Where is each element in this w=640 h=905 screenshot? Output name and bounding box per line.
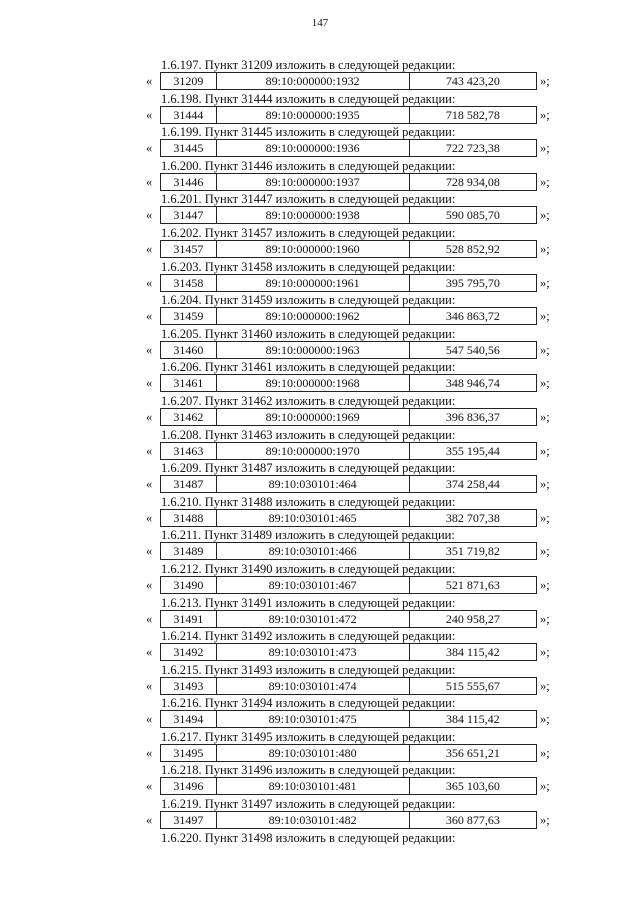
quote-close: »; — [540, 376, 550, 391]
value-cell: 365 103,60 — [445, 779, 500, 794]
amendment-heading: 1.6.214. Пункт 31492 изложить в следующей редакции: — [161, 629, 456, 644]
item-id-cell: 31493 — [161, 678, 217, 694]
value-cell: 346 863,72 — [445, 309, 500, 324]
table-row — [160, 408, 537, 426]
cadastral-number-cell: 89:10:000000:1935 — [217, 107, 410, 123]
quote-open: « — [146, 342, 153, 357]
item-id-cell: 31447 — [161, 207, 217, 223]
table-row — [160, 173, 537, 191]
amendment-heading: 1.6.213. Пункт 31491 изложить в следующей редакции: — [161, 595, 456, 610]
cadastral-number-cell: 89:10:030101:473 — [217, 644, 410, 660]
amendment-item-last — [0, 831, 640, 865]
amendment-item — [0, 192, 640, 226]
table-row-wrapper — [140, 610, 570, 628]
amendment-item — [0, 327, 640, 361]
quote-open: « — [146, 544, 153, 559]
quote-open: « — [146, 477, 153, 492]
table-row — [160, 509, 537, 527]
item-id-cell: 31463 — [161, 443, 217, 459]
table-row-wrapper — [140, 677, 570, 695]
item-id-cell: 31496 — [161, 778, 217, 794]
amendment-item — [0, 260, 640, 294]
amendment-item — [0, 125, 640, 159]
quote-open: « — [146, 174, 153, 189]
table-row — [160, 542, 537, 560]
cadastral-number-cell: 89:10:000000:1968 — [217, 375, 410, 391]
amendment-item — [0, 293, 640, 327]
table-row-wrapper — [140, 206, 570, 224]
amendment-heading: 1.6.205. Пункт 31460 изложить в следующей редакции: — [161, 326, 456, 341]
amendment-item — [0, 495, 640, 529]
table-row-wrapper — [140, 374, 570, 392]
table-row-wrapper — [140, 542, 570, 560]
amendment-item — [0, 663, 640, 697]
table-row — [160, 643, 537, 661]
cadastral-number-cell: 89:10:000000:1969 — [217, 409, 410, 425]
item-id-cell: 31488 — [161, 510, 217, 526]
table-row — [160, 677, 537, 695]
value-cell: 515 555,67 — [445, 678, 500, 693]
cadastral-number-cell: 89:10:000000:1936 — [217, 140, 410, 156]
value-cell: 590 085,70 — [445, 208, 500, 223]
amendment-heading: 1.6.209. Пункт 31487 изложить в следующей редакции: — [161, 461, 456, 476]
table-row — [160, 475, 537, 493]
cadastral-number-cell: 89:10:030101:465 — [217, 510, 410, 526]
cadastral-number-cell: 89:10:000000:1962 — [217, 308, 410, 324]
value-cell: 348 946,74 — [445, 376, 500, 391]
quote-open: « — [146, 241, 153, 256]
table-row — [160, 777, 537, 795]
quote-close: »; — [540, 510, 550, 525]
table-row — [160, 307, 537, 325]
quote-close: »; — [540, 174, 550, 189]
quote-close: »; — [540, 645, 550, 660]
amendment-heading: 1.6.217. Пункт 31495 изложить в следующей редакции: — [161, 729, 456, 744]
table-row-wrapper — [140, 744, 570, 762]
quote-close: »; — [540, 107, 550, 122]
amendment-item — [0, 461, 640, 495]
table-row-wrapper — [140, 106, 570, 124]
quote-open: « — [146, 813, 153, 828]
table-row-wrapper — [140, 274, 570, 292]
value-cell: 384 115,42 — [446, 712, 500, 727]
quote-close: »; — [540, 678, 550, 693]
table-row — [160, 139, 537, 157]
cadastral-number-cell: 89:10:000000:1932 — [217, 73, 410, 89]
item-id-cell: 31492 — [161, 644, 217, 660]
quote-open: « — [146, 577, 153, 592]
item-id-cell: 31487 — [161, 476, 217, 492]
table-row — [160, 710, 537, 728]
quote-close: »; — [540, 208, 550, 223]
amendment-item — [0, 394, 640, 428]
table-row — [160, 442, 537, 460]
table-row-wrapper — [140, 72, 570, 90]
quote-open: « — [146, 309, 153, 324]
item-id-cell: 31490 — [161, 577, 217, 593]
amendment-list — [0, 58, 640, 864]
amendment-heading: 1.6.201. Пункт 31447 изложить в следующей редакции: — [161, 192, 456, 207]
quote-close: »; — [540, 443, 550, 458]
quote-close: »; — [540, 141, 550, 156]
cadastral-number-cell: 89:10:030101:480 — [217, 745, 410, 761]
amendment-heading: 1.6.212. Пункт 31490 изложить в следующей редакции: — [161, 561, 456, 576]
value-cell: 718 582,78 — [445, 107, 500, 122]
value-cell: 528 852,92 — [445, 241, 500, 256]
amendment-heading: 1.6.220. Пункт 31498 изложить в следующей редакции: — [161, 830, 456, 845]
cadastral-number-cell: 89:10:030101:472 — [217, 611, 410, 627]
quote-close: »; — [540, 74, 550, 88]
quote-close: »; — [540, 779, 550, 794]
quote-close: »; — [540, 577, 550, 592]
page-number: 147 — [311, 17, 329, 29]
quote-open: « — [146, 678, 153, 693]
table-row — [160, 240, 537, 258]
item-id-cell: 31457 — [161, 241, 217, 257]
item-id-cell: 31494 — [161, 711, 217, 727]
quote-close: »; — [540, 342, 550, 357]
table-row — [160, 374, 537, 392]
item-id-cell: 31495 — [161, 745, 217, 761]
cadastral-number-cell: 89:10:030101:466 — [217, 543, 410, 559]
item-id-cell: 31497 — [161, 812, 217, 828]
table-row — [160, 576, 537, 594]
amendment-item — [0, 159, 640, 193]
amendment-heading: 1.6.211. Пункт 31489 изложить в следующей редакции: — [161, 528, 455, 543]
table-row-wrapper — [140, 139, 570, 157]
item-id-cell: 31462 — [161, 409, 217, 425]
quote-open: « — [146, 376, 153, 391]
amendment-item — [0, 58, 640, 92]
quote-open: « — [146, 443, 153, 458]
table-row-wrapper — [140, 509, 570, 527]
table-row — [160, 274, 537, 292]
amendment-heading: 1.6.216. Пункт 31494 изложить в следующей редакции: — [161, 696, 456, 711]
quote-open: « — [146, 409, 153, 424]
amendment-item — [0, 92, 640, 126]
table-row — [160, 106, 537, 124]
amendment-heading: 1.6.202. Пункт 31457 изложить в следующей редакции: — [161, 225, 456, 240]
table-row — [160, 744, 537, 762]
amendment-heading: 1.6.218. Пункт 31496 изложить в следующей редакции: — [161, 763, 456, 778]
item-id-cell: 31460 — [161, 342, 217, 358]
value-cell: 521 871,63 — [445, 577, 500, 592]
amendment-heading: 1.6.200. Пункт 31446 изложить в следующей редакции: — [161, 158, 456, 173]
item-id-cell: 31446 — [161, 174, 217, 190]
quote-close: »; — [540, 611, 550, 626]
quote-open: « — [146, 74, 153, 88]
cadastral-number-cell: 89:10:030101:481 — [217, 778, 410, 794]
quote-close: »; — [540, 477, 550, 492]
table-row-wrapper — [140, 710, 570, 728]
cadastral-number-cell: 89:10:000000:1970 — [217, 443, 410, 459]
table-row-wrapper — [140, 475, 570, 493]
amendment-heading: 1.6.210. Пункт 31488 изложить в следующей редакции: — [161, 494, 456, 509]
quote-open: « — [146, 107, 153, 122]
value-cell: 382 707,38 — [445, 510, 500, 525]
item-id-cell: 31459 — [161, 308, 217, 324]
table-row-wrapper — [140, 811, 570, 829]
cadastral-number-cell: 89:10:000000:1938 — [217, 207, 410, 223]
amendment-heading: 1.6.204. Пункт 31459 изложить в следующей редакции: — [161, 293, 456, 308]
amendment-heading: 1.6.203. Пункт 31458 изложить в следующей редакции: — [161, 259, 456, 274]
quote-open: « — [146, 275, 153, 290]
table-row-wrapper — [140, 173, 570, 191]
table-row — [160, 72, 537, 90]
quote-close: »; — [540, 241, 550, 256]
amendment-heading: 1.6.197. Пункт 31209 изложить в следующей редакции: — [161, 58, 456, 72]
quote-open: « — [146, 208, 153, 223]
amendment-heading: 1.6.207. Пункт 31462 изложить в следующей редакции: — [161, 393, 456, 408]
quote-open: « — [146, 745, 153, 760]
cadastral-number-cell: 89:10:030101:464 — [217, 476, 410, 492]
table-row — [160, 610, 537, 628]
amendment-heading: 1.6.219. Пункт 31497 изложить в следующей редакции: — [161, 797, 456, 812]
quote-open: « — [146, 510, 153, 525]
amendment-item — [0, 428, 640, 462]
table-row-wrapper — [140, 777, 570, 795]
item-id-cell: 31489 — [161, 543, 217, 559]
table-row-wrapper — [140, 643, 570, 661]
quote-close: »; — [540, 409, 550, 424]
value-cell: 396 836,37 — [445, 409, 500, 424]
item-id-cell: 31458 — [161, 275, 217, 291]
quote-close: »; — [540, 544, 550, 559]
quote-open: « — [146, 645, 153, 660]
item-id-cell: 31209 — [161, 73, 217, 89]
value-cell: 355 195,44 — [445, 443, 500, 458]
table-row — [160, 811, 537, 829]
amendment-item — [0, 797, 640, 831]
amendment-item — [0, 596, 640, 630]
amendment-item — [0, 226, 640, 260]
value-cell: 743 423,20 — [445, 74, 500, 88]
amendment-heading: 1.6.215. Пункт 31493 изложить в следующей редакции: — [161, 662, 456, 677]
cadastral-number-cell: 89:10:030101:475 — [217, 711, 410, 727]
item-id-cell: 31445 — [161, 140, 217, 156]
quote-open: « — [146, 779, 153, 794]
item-id-cell: 31444 — [161, 107, 217, 123]
quote-open: « — [146, 141, 153, 156]
value-cell: 722 723,38 — [445, 141, 500, 156]
cadastral-number-cell: 89:10:000000:1937 — [217, 174, 410, 190]
cadastral-number-cell: 89:10:000000:1963 — [217, 342, 410, 358]
table-row-wrapper — [140, 341, 570, 359]
table-row — [160, 206, 537, 224]
quote-close: »; — [540, 712, 550, 727]
table-row — [160, 341, 537, 359]
quote-open: « — [146, 712, 153, 727]
value-cell: 374 258,44 — [445, 477, 500, 492]
table-row-wrapper — [140, 576, 570, 594]
value-cell: 728 934,08 — [445, 174, 500, 189]
amendment-item — [0, 763, 640, 797]
cadastral-number-cell: 89:10:000000:1960 — [217, 241, 410, 257]
amendment-heading: 1.6.206. Пункт 31461 изложить в следующей редакции: — [161, 360, 456, 375]
value-cell: 384 115,42 — [446, 645, 500, 660]
table-row-wrapper — [140, 307, 570, 325]
cadastral-number-cell: 89:10:030101:474 — [217, 678, 410, 694]
cadastral-number-cell: 89:10:030101:467 — [217, 577, 410, 593]
amendment-item — [0, 360, 640, 394]
value-cell: 356 651,21 — [445, 745, 500, 760]
item-id-cell: 31491 — [161, 611, 217, 627]
table-row-wrapper — [140, 442, 570, 460]
table-row-wrapper — [140, 408, 570, 426]
value-cell: 395 795,70 — [445, 275, 500, 290]
quote-close: »; — [540, 309, 550, 324]
amendment-item — [0, 528, 640, 562]
amendment-heading: 1.6.199. Пункт 31445 изложить в следующей редакции: — [161, 125, 456, 140]
value-cell: 547 540,56 — [445, 342, 500, 357]
quote-close: »; — [540, 813, 550, 828]
cadastral-number-cell: 89:10:030101:482 — [217, 812, 410, 828]
value-cell: 360 877,63 — [445, 813, 500, 828]
amendment-heading: 1.6.198. Пункт 31444 изложить в следующей редакции: — [161, 91, 456, 106]
value-cell: 240 958,27 — [445, 611, 500, 626]
item-id-cell: 31461 — [161, 375, 217, 391]
quote-open: « — [146, 611, 153, 626]
amendment-item — [0, 629, 640, 663]
amendment-heading: 1.6.208. Пункт 31463 изложить в следующей редакции: — [161, 427, 456, 442]
quote-close: »; — [540, 745, 550, 760]
amendment-item — [0, 696, 640, 730]
amendment-item — [0, 730, 640, 764]
value-cell: 351 719,82 — [445, 544, 500, 559]
table-row-wrapper — [140, 240, 570, 258]
amendment-item — [0, 562, 640, 596]
cadastral-number-cell: 89:10:000000:1961 — [217, 275, 410, 291]
quote-close: »; — [540, 275, 550, 290]
